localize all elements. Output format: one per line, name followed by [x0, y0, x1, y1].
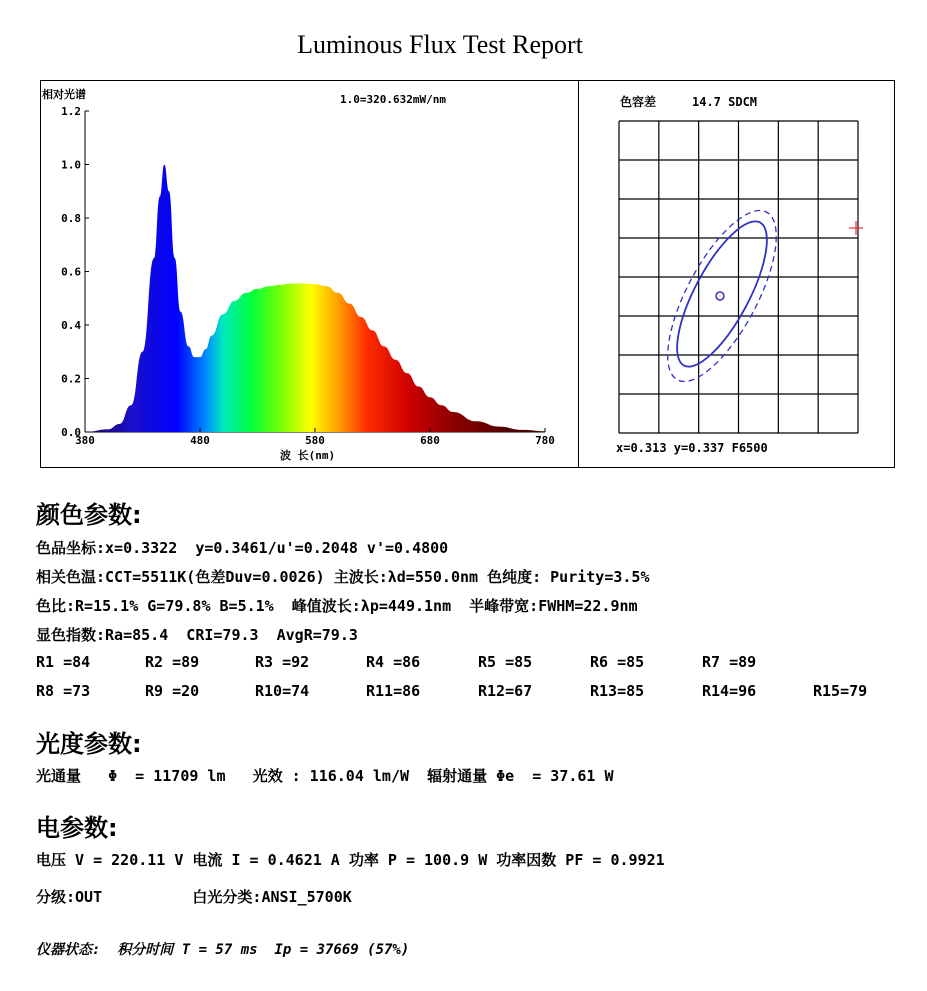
r-value: R15=79	[813, 682, 868, 700]
cct-line: 相关色温:CCT=5511K(色差Duv=0.0026) 主波长:λd=550.0nm 色纯度: Purity=3.5%	[36, 568, 650, 586]
r-value: R2 =89	[145, 653, 200, 671]
sdcm-center-marker	[716, 292, 724, 300]
spectrum-ylabel: 相对光谱	[42, 88, 86, 101]
r-value: R1 =84	[36, 653, 91, 671]
color-ratio-line: 色比:R=15.1% G=79.8% B=5.1% 峰值波长:λp=449.1nm 半峰带宽:FWHM=22.9nm	[36, 597, 638, 615]
y-tick-label: 1.0	[61, 158, 81, 172]
r-values-row-2	[36, 682, 896, 702]
report-title: Luminous Flux Test Report	[297, 30, 583, 59]
section-electrical-params: 电参数:	[36, 814, 118, 842]
x-tick-label: 380	[75, 434, 95, 447]
sdcm-value: 14.7 SDCM	[692, 95, 758, 109]
x-tick-label: 580	[305, 434, 325, 447]
x-tick-label: 780	[535, 434, 555, 447]
r-values-row-1	[36, 653, 896, 673]
spectrum-chart	[40, 81, 580, 467]
r-value: R10=74	[255, 682, 310, 700]
sdcm-grid	[619, 121, 858, 433]
grade-line: 分级:OUT 白光分类:ANSI_5700K	[36, 888, 352, 906]
y-tick-label: 0.6	[61, 265, 81, 279]
x-tick-label: 480	[190, 434, 210, 447]
electrical-line: 电压 V = 220.11 V 电流 I = 0.4621 A 功率 P = 100.9 W 功率因数 PF = 0.9921	[36, 851, 665, 869]
sdcm-chart	[580, 81, 894, 467]
x-tick-label: 680	[420, 434, 440, 447]
sdcm-ellipse-dashed	[646, 196, 797, 397]
y-tick-label: 1.2	[61, 105, 81, 118]
r-value: R12=67	[478, 682, 533, 700]
section-photometric-params: 光度参数:	[36, 730, 142, 758]
r-value: R9 =20	[145, 682, 200, 700]
r-value: R5 =85	[478, 653, 533, 671]
spectrum-area	[85, 165, 545, 433]
spectrum-xlabel: 波 长(nm)	[280, 449, 336, 462]
luminous-flux-line: 光通量 Φ = 11709 lm 光效 : 116.04 lm/W 辐射通量 Φe = 37.61 W	[36, 767, 614, 785]
y-tick-label: 0.8	[61, 212, 81, 225]
r-value: R8 =73	[36, 682, 91, 700]
r-value: R7 =89	[702, 653, 757, 671]
y-tick-label: 0.0	[61, 426, 81, 439]
section-color-params: 颜色参数:	[36, 501, 142, 529]
cri-line: 显色指数:Ra=85.4 CRI=79.3 AvgR=79.3	[36, 626, 358, 644]
r-value: R4 =86	[366, 653, 421, 671]
r-value: R6 =85	[590, 653, 645, 671]
sdcm-label: 色容差	[620, 95, 657, 109]
r-value: R14=96	[702, 682, 757, 700]
sdcm-ellipse	[660, 210, 784, 378]
sdcm-footer: x=0.313 y=0.337 F6500	[616, 441, 768, 455]
sdcm-measured-point	[849, 221, 863, 235]
y-tick-label: 0.2	[61, 372, 81, 386]
r-value: R11=86	[366, 682, 421, 700]
spectrum-annotation: 1.0=320.632mW/nm	[340, 93, 446, 106]
instrument-status: 仪器状态: 积分时间 T = 57 ms Ip = 37669 (57%)	[36, 942, 410, 958]
chromaticity-line: 色品坐标:x=0.3322 y=0.3461/u'=0.2048 v'=0.4800	[36, 539, 449, 557]
y-tick-label: 0.4	[61, 319, 81, 332]
r-value: R3 =92	[255, 653, 310, 671]
r-value: R13=85	[590, 682, 645, 700]
